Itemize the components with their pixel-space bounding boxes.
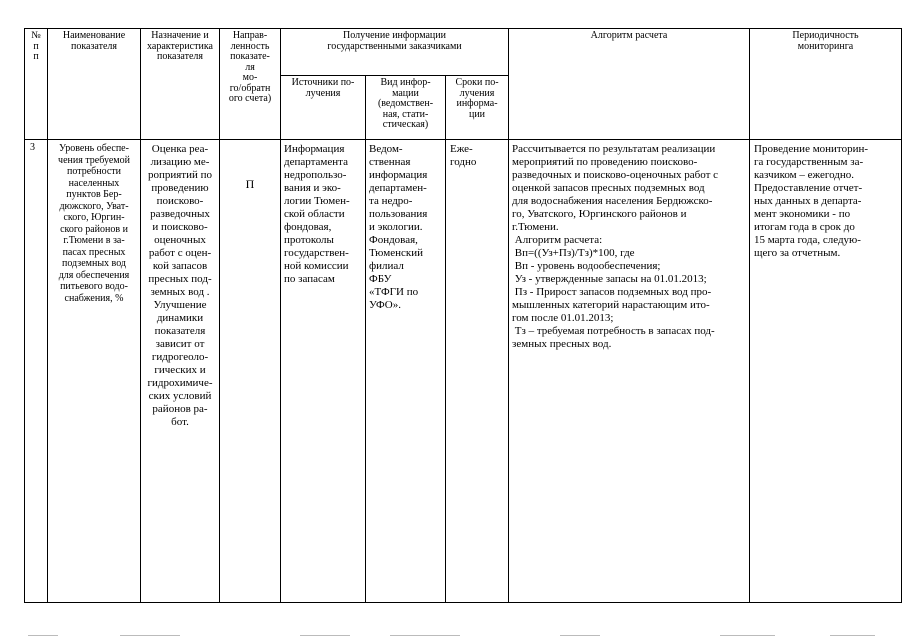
- row-name: Уровень обеспе- чения требуемой потребности населенных пунктов Бер- дюжского, Уват- ского, Юргин- ского районов и г.Тюмени в за- пасах пресных подземных вод для обеспечения питьевого водо- снабжения, %: [58, 143, 130, 304]
- col-divider: [280, 29, 281, 602]
- header-algorithm: Алгоритм расчета: [590, 31, 668, 41]
- col-divider: [749, 29, 750, 602]
- row-purpose: Оценка реа- лизацию ме- роприятий по проведению поисково- разведочных и поисково- оценочных работ с оцен- кой запасов пресных под- земных вод . Улучшение динамики показателя зависит от гидрогеоло- гических и гидрохимиче- ских условий районов ра- бот.: [147, 143, 213, 428]
- header-terms: Сроки по- лучения информа- ции: [455, 78, 499, 120]
- col-divider: [445, 75, 446, 602]
- col-divider: [219, 29, 220, 602]
- row-direction: П: [245, 177, 255, 191]
- scan-artifact: [0, 632, 905, 640]
- header-name: Наименование показателя: [62, 31, 126, 52]
- col-divider: [47, 29, 48, 602]
- col-divider: [508, 29, 509, 602]
- col-divider: [365, 75, 366, 602]
- row-terms: Еже- годно: [450, 143, 477, 168]
- header-info-group: Получение информации государственными заказчиками: [327, 31, 462, 52]
- row-num: 3: [30, 142, 35, 153]
- indicator-table: [24, 28, 902, 603]
- row-divider: [25, 139, 901, 140]
- row-algorithm: Рассчитывается по результатам реализации мероприятий по проведению поисково- разведочных и поисково-оценочных работ с оценкой запасов пресных подземных вод для водоснабжения населения Бердюжско- го, Уватского, Юргинского районов и г.Тюмени. Алгоритм расчета: Вп=((Уз+Пз)/Тз)*100, где Вп - уровень водообеспечения; Уз - утвержденные запасы на 01.01.2013; Пз - Прирост запасов подземных вод про- мышленных категорий нарастающим ито- гом после 01.01.2013; Тз – требуемая потребность в запасах под- земных пресных вод.: [512, 143, 719, 350]
- header-purpose: Назначение и характеристика показателя: [147, 31, 213, 62]
- row-divider: [280, 75, 508, 76]
- header-sources: Источники по- лучения: [291, 78, 355, 99]
- header-direction: Направ- ленность показате- ля мо- го/обратн ого счета): [228, 31, 272, 104]
- row-periodicity: Проведение мониторин- га государственным за- казчиком – ежегодно. Предоставление отчет- ных данных в департа- мент экономики - по итогам года в срок до 15 марта года, следую- щего за отчетным.: [754, 143, 869, 259]
- row-kind: Ведом- ственная информация департамен- та недро- пользования и экологии. Фондовая, Тюменский филиал ФБУ «ТФГИ по УФО».: [369, 143, 428, 311]
- header-num: № п п: [31, 31, 41, 62]
- header-kind: Вид инфор- мации (ведомствен- ная, стати- стическая): [377, 78, 434, 130]
- header-periodicity: Периодичность мониторинга: [792, 31, 859, 52]
- row-sources: Информация департамента недропользо- вания и эко- логии Тюмен- ской области фондовая, протоколы государствен- ной комиссии по запасам: [284, 143, 350, 285]
